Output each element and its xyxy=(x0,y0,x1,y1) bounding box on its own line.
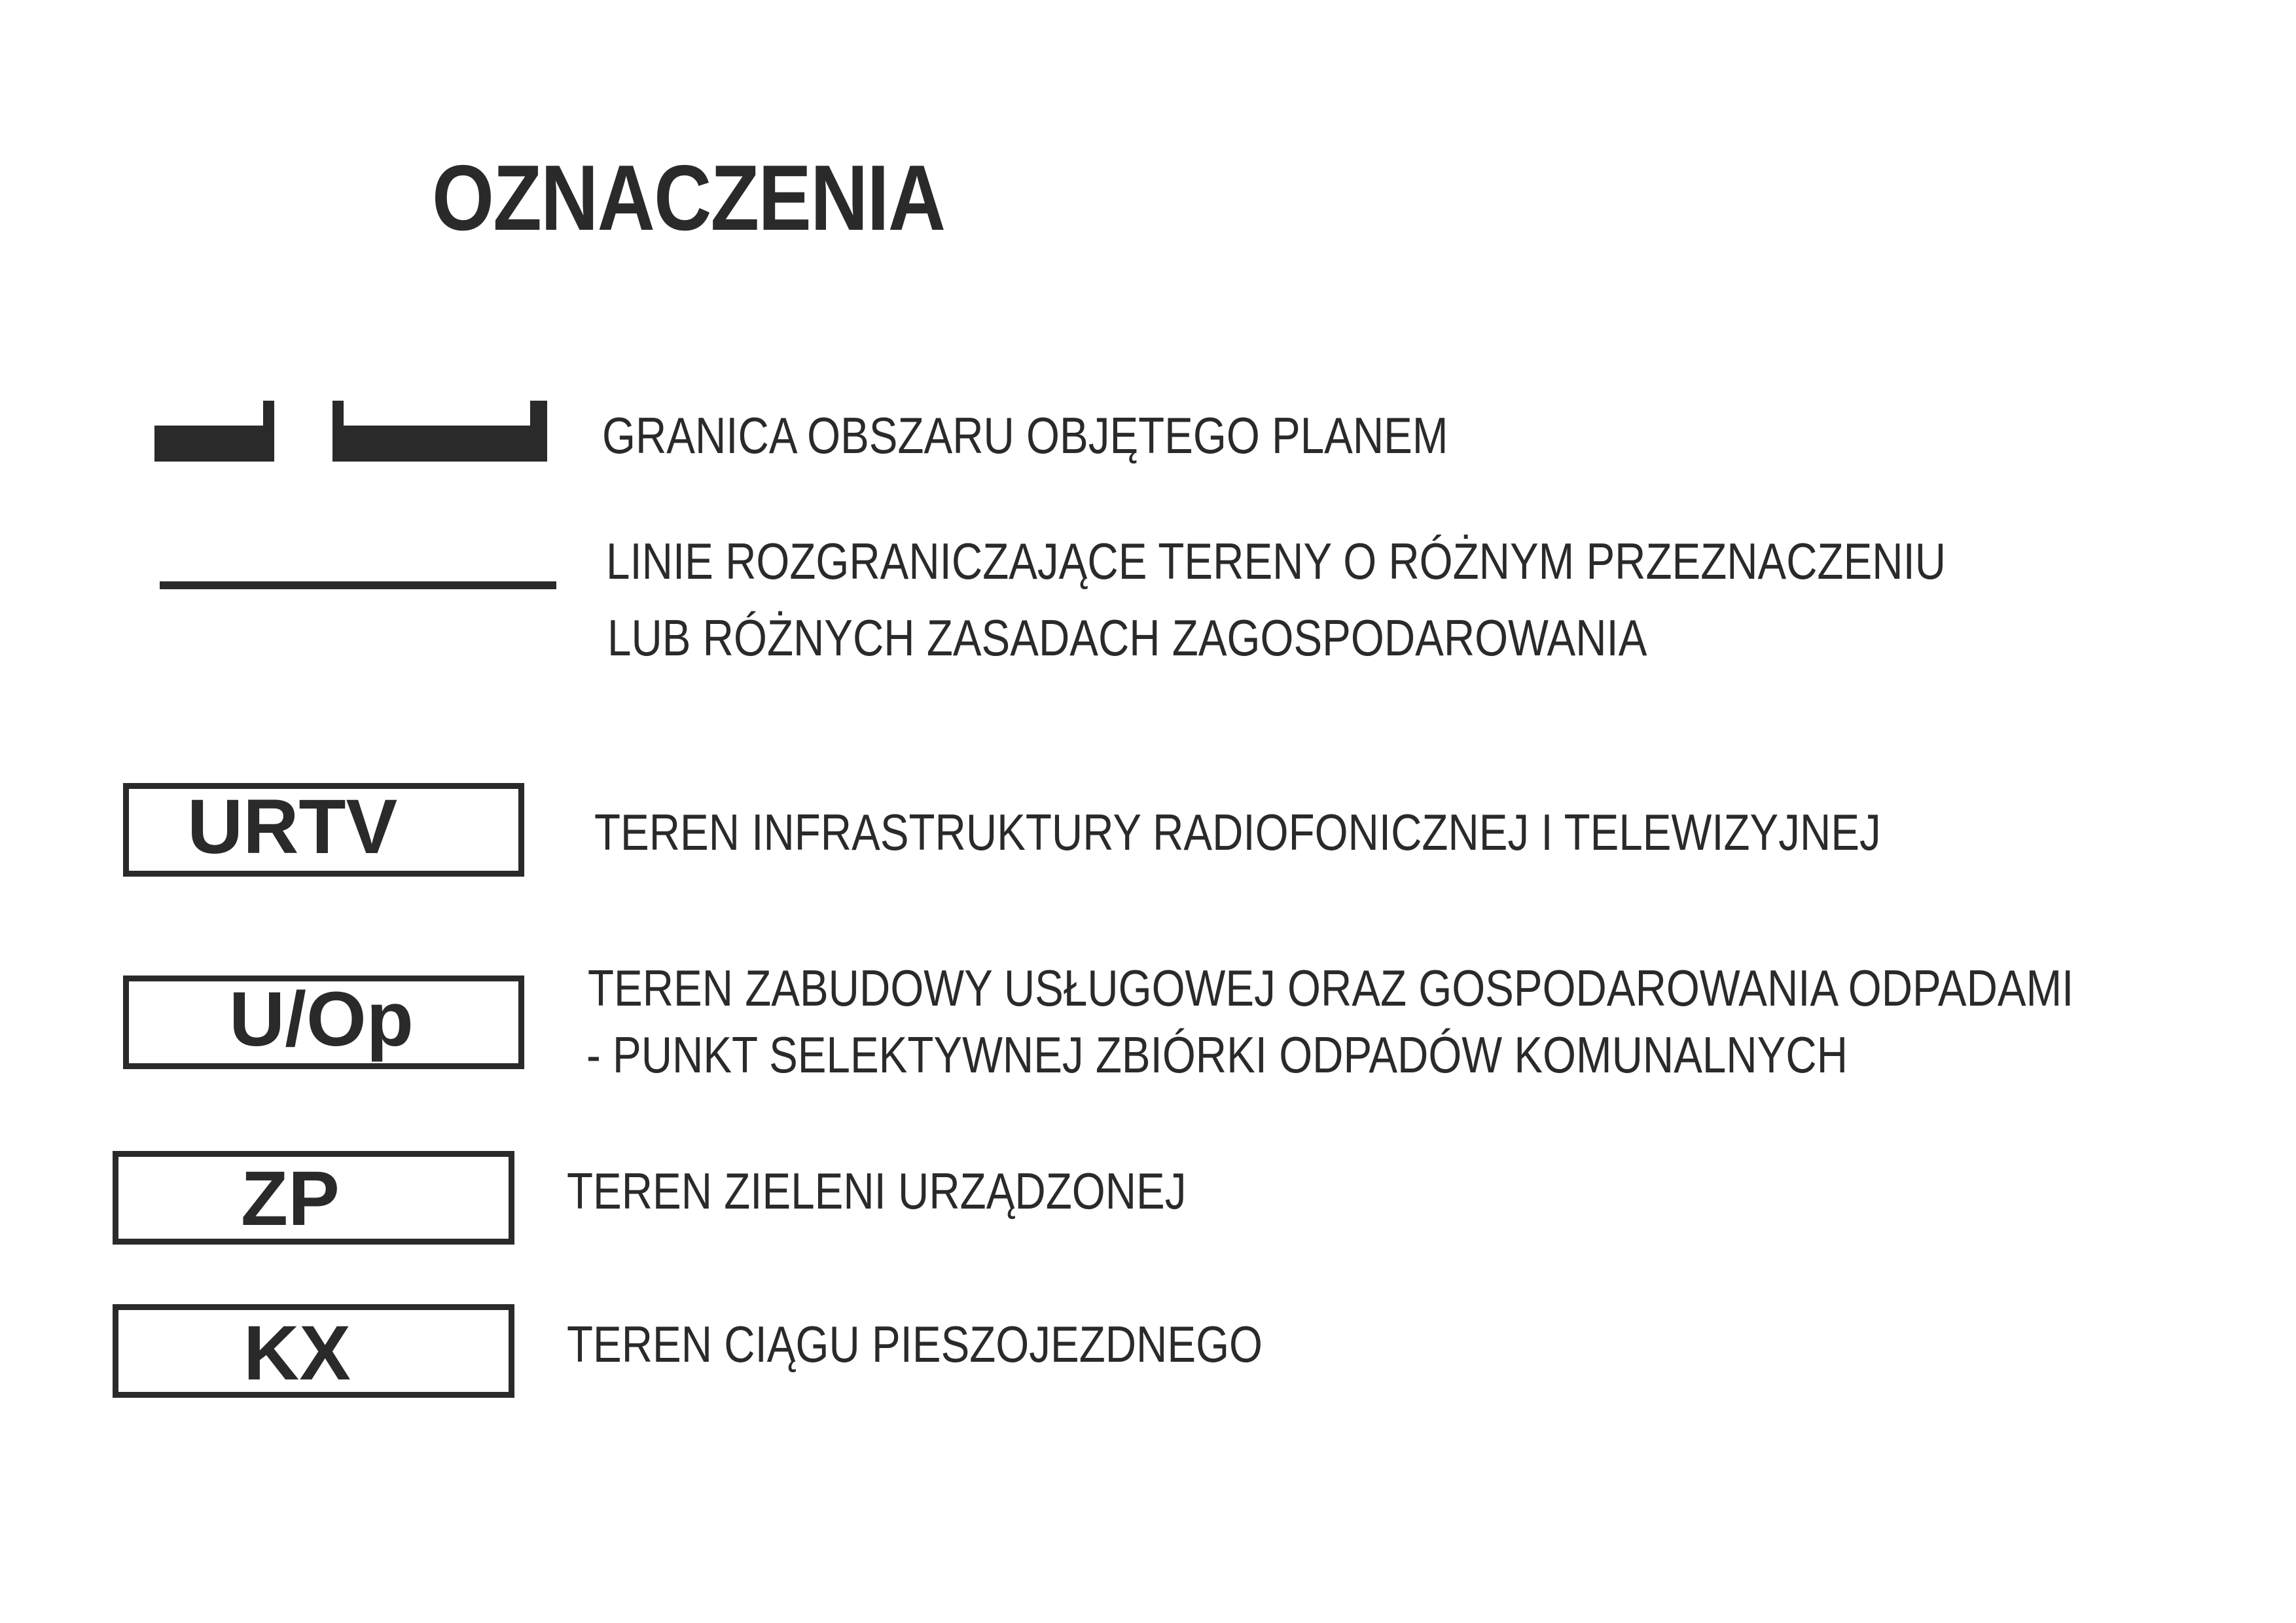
kx-code: KX xyxy=(243,1310,351,1396)
uop-label-2: - PUNKT SELEKTYWNEJ ZBIÓRKI ODPADÓW KOMUNALNYCH xyxy=(586,1026,1848,1084)
urtv-code: URTV xyxy=(187,784,398,870)
dividing-lines-label-2: LUB RÓŻNYCH ZASADACH ZAGOSPODAROWANIA xyxy=(607,609,1647,666)
zp-code: ZP xyxy=(241,1156,340,1242)
uop-label-1: TEREN ZABUDOWY USŁUGOWEJ ORAZ GOSPODAROWANIA ODPADAMI xyxy=(588,959,2074,1017)
uop-code: U/Op xyxy=(229,976,414,1063)
plan-boundary-line-icon xyxy=(154,401,554,466)
dividing-lines-label-1: LINIE ROZGRANICZAJĄCE TERENY O RÓŻNYM PRZEZNACZENIU xyxy=(606,532,1946,590)
boundary-label: GRANICA OBSZARU OBJĘTEGO PLANEM xyxy=(602,407,1448,464)
legend-title: OZNACZENIA xyxy=(432,146,945,250)
solid-line-icon xyxy=(160,581,556,589)
zp-label: TEREN ZIELENI URZĄDZONEJ xyxy=(567,1162,1187,1220)
kx-label: TEREN CIĄGU PIESZOJEZDNEGO xyxy=(567,1315,1263,1373)
urtv-label: TEREN INFRASTRUKTURY RADIOFONICZNEJ I TELEWIZYJNEJ xyxy=(594,803,1881,861)
